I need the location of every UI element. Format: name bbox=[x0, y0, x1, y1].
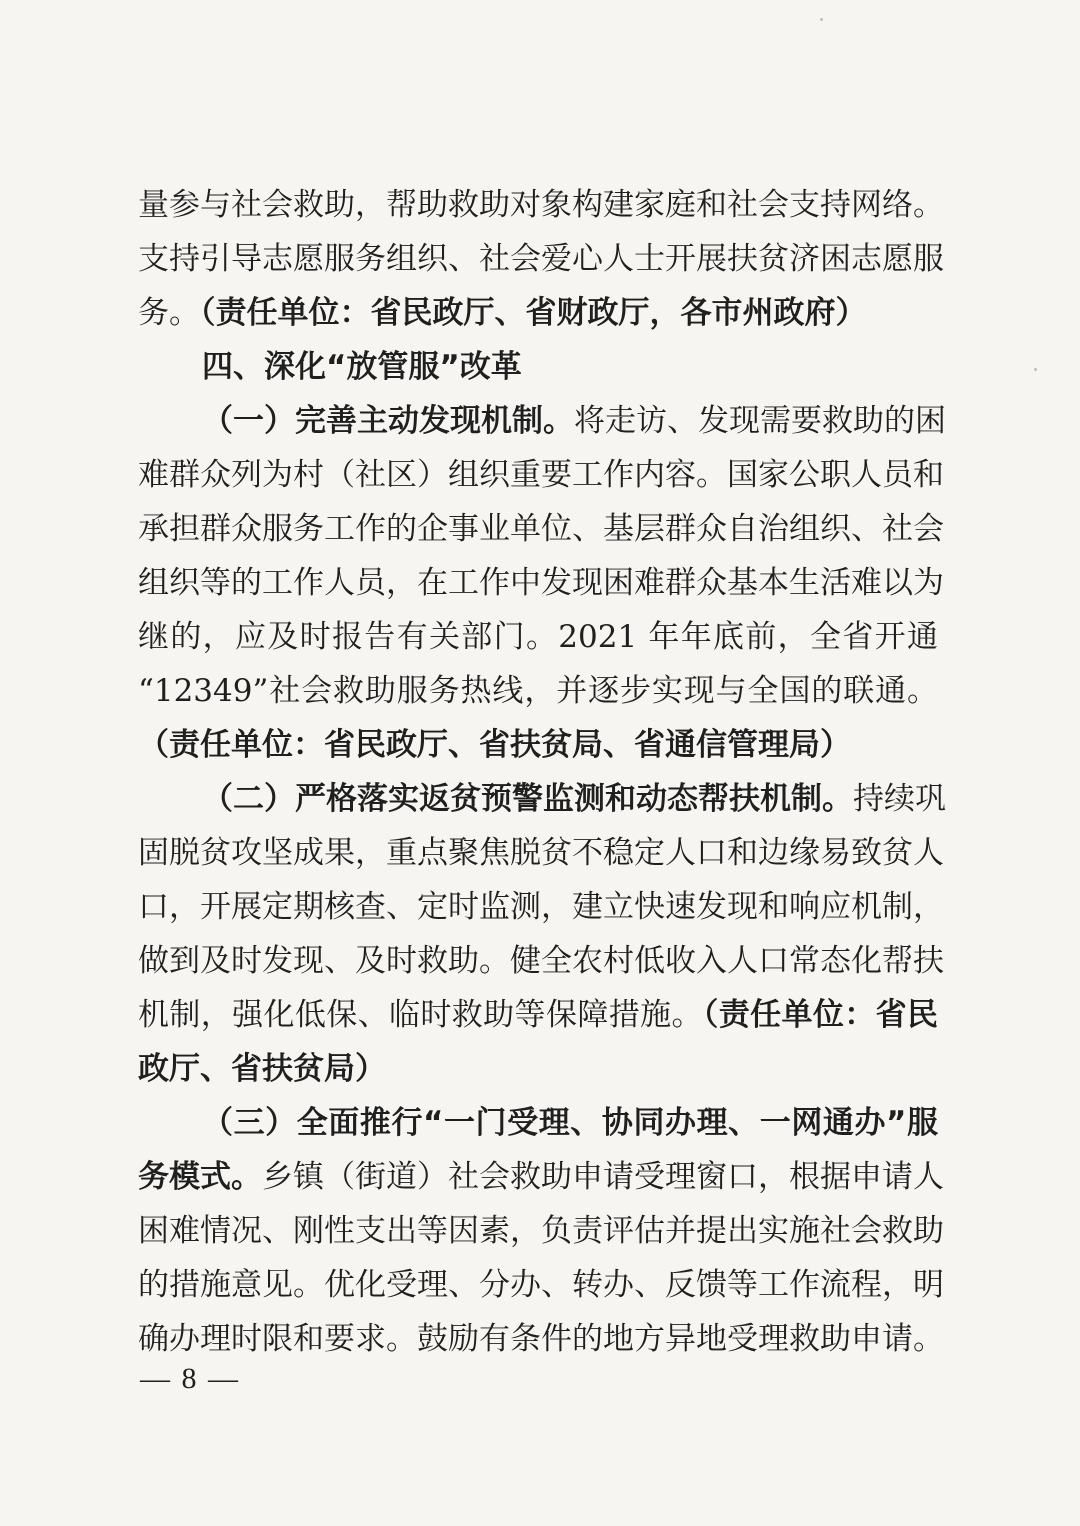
text-segment: 将走访、发现需要救助的困 bbox=[574, 403, 946, 439]
text-line: 继的，应及时报告有关部门。2021 年年底前，全省开通 bbox=[138, 619, 938, 655]
text-line bbox=[138, 988, 938, 1042]
text-line: 做到及时发现、及时救助。健全农村低收入人口常态化帮扶 bbox=[138, 943, 944, 979]
text-line: “12349”社会救助服务热线，并逐步实现与全国的联通。 bbox=[138, 673, 938, 709]
text-line: 组织等的工作人员，在工作中发现困难群众基本生活难以为 bbox=[138, 565, 944, 601]
text-line bbox=[138, 772, 946, 826]
responsible-units: （责任单位：省民 bbox=[702, 997, 939, 1033]
text-line: 确办理时限和要求。鼓励有条件的地方异地受理救助申请。 bbox=[138, 1321, 944, 1357]
text-line: 承担群众服务工作的企事业单位、基层群众自治组织、社会 bbox=[138, 511, 944, 547]
text-line: 困难情况、刚性支出等因素，负责评估并提出实施社会救助 bbox=[138, 1213, 944, 1249]
responsible-units: （责任单位：省民政厅、省扶贫局、省通信管理局） bbox=[138, 727, 851, 763]
item-heading: 务模式。 bbox=[138, 1159, 262, 1195]
text-line bbox=[138, 1150, 944, 1204]
text-line: 难群众列为村（社区）组织重要工作内容。国家公职人员和 bbox=[138, 457, 944, 493]
responsible-units: （责任单位：省民政厅、省财政厅，各市州政府） bbox=[200, 295, 867, 331]
text-segment: 务。 bbox=[138, 295, 200, 331]
body-text bbox=[138, 178, 946, 1366]
text-line bbox=[138, 394, 946, 448]
item-heading: （一）完善主动发现机制。 bbox=[202, 403, 574, 439]
text-line: 支持引导志愿服务组织、社会爱心人士开展扶贫济困志愿服 bbox=[138, 241, 944, 277]
text-segment: 机制，强化低保、临时救助等保障措施。 bbox=[138, 997, 703, 1033]
text-line: 口，开展定期核查、定时监测，建立快速发现和响应机制， bbox=[138, 889, 944, 925]
section-heading: 四、深化“放管服”改革 bbox=[202, 349, 522, 385]
responsible-units: 政厅、省扶贫局） bbox=[138, 1051, 386, 1087]
scan-speck bbox=[820, 18, 823, 21]
text-line: 的措施意见。优化受理、分办、转办、反馈等工作流程，明 bbox=[138, 1267, 944, 1303]
scan-speck bbox=[1034, 368, 1037, 371]
text-segment: 持续巩 bbox=[853, 781, 946, 817]
page-number: — 8 — bbox=[140, 1362, 240, 1395]
text-line bbox=[138, 286, 938, 340]
item-heading: （二）严格落实返贫预警监测和动态帮扶机制。 bbox=[202, 781, 853, 817]
text-line: 量参与社会救助，帮助救助对象构建家庭和社会支持网络。 bbox=[138, 187, 944, 223]
text-segment: 乡镇（街道）社会救助申请受理窗口，根据申请人 bbox=[262, 1159, 944, 1195]
item-heading: （三）全面推行“一门受理、协同办理、一网通办”服 bbox=[202, 1105, 938, 1141]
text-line: 固脱贫攻坚成果，重点聚焦脱贫不稳定人口和边缘易致贫人 bbox=[138, 835, 944, 871]
